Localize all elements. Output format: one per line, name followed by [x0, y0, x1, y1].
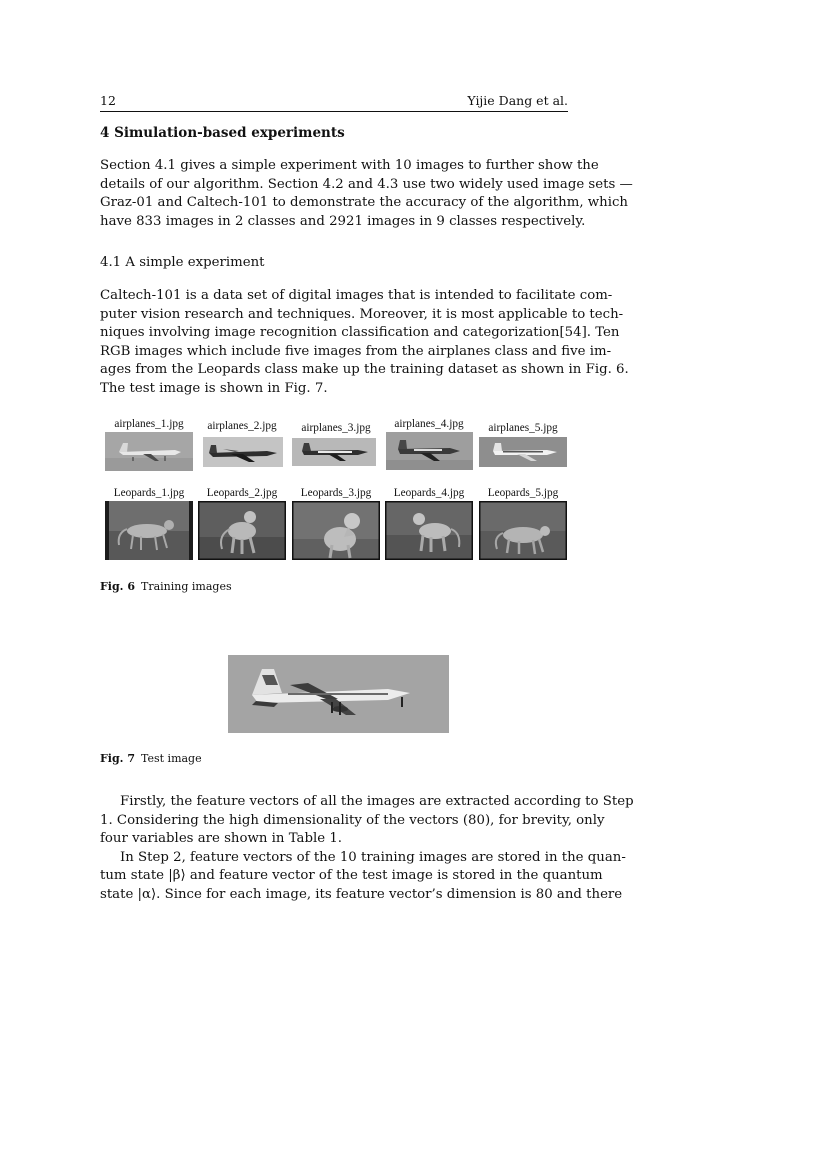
- body-paragraph: [100, 793, 634, 905]
- leopard-image: [198, 501, 286, 560]
- page-number: 12: [100, 93, 116, 108]
- paragraph-line: four variables are shown in Table 1.: [100, 831, 343, 847]
- figure-7-caption: [100, 752, 202, 765]
- airplane-image: [386, 432, 473, 470]
- image-label: Leopards_4.jpg: [393, 487, 465, 499]
- paragraph-line: Firstly, the feature vectors of all the images are extracted according to Step: [120, 794, 634, 809]
- paragraph-line: have 833 images in 2 classes and 2921 images in 9 classes respectively.: [100, 213, 586, 229]
- leopard-image: [292, 501, 380, 560]
- image-label: Leopards_1.jpg: [113, 487, 185, 499]
- airplane-image: [203, 437, 283, 467]
- header-rule: [100, 111, 568, 112]
- figure-6-caption: [100, 580, 232, 593]
- intro-paragraph: [100, 157, 633, 231]
- image-label: Leopards_5.jpg: [487, 487, 559, 499]
- running-authors: Yijie Dang et al.: [467, 93, 568, 108]
- image-label: Leopards_2.jpg: [206, 487, 278, 499]
- image-label: airplanes_5.jpg: [488, 422, 558, 434]
- subsection-title: 4.1 A simple experiment: [100, 255, 265, 270]
- section-title: 4 Simulation-based experiments: [100, 125, 345, 141]
- leopard-image: [479, 501, 567, 560]
- paragraph-line: RGB images which include five images from the airplanes class and five im-: [100, 343, 612, 359]
- image-label: airplanes_3.jpg: [301, 422, 371, 434]
- airplane-image: [479, 437, 567, 467]
- paragraph-line: details of our algorithm. Section 4.2 and 4.3 use two widely used image sets —: [100, 176, 633, 192]
- image-label: airplanes_1.jpg: [114, 418, 184, 430]
- paragraph-line: 1. Considering the high dimensionality of the vectors (80), for brevity, only: [100, 812, 605, 828]
- leopard-image: [385, 501, 473, 560]
- paragraph-line: In Step 2, feature vectors of the 10 training images are stored in the quan-: [120, 849, 626, 865]
- paragraph-line: state |α⟩. Since for each image, its feature vector’s dimension is 80 and there: [100, 886, 623, 902]
- running-header: [100, 93, 568, 111]
- leopard-image: [105, 501, 193, 560]
- test-airplane-image: [228, 655, 449, 733]
- paragraph-line: Graz-01 and Caltech-101 to demonstrate the accuracy of the algorithm, which: [100, 195, 628, 211]
- paragraph-line: tum state |β⟩ and feature vector of the test image is stored in the quantum: [100, 868, 603, 884]
- paragraph-line: Section 4.1 gives a simple experiment with 10 images to further show the: [100, 158, 599, 173]
- caltech-paragraph: [100, 287, 629, 399]
- caption-label: Fig. 6: [100, 580, 135, 593]
- caption-label: Fig. 7: [100, 752, 135, 765]
- image-label: airplanes_4.jpg: [394, 418, 464, 430]
- image-label: Leopards_3.jpg: [300, 487, 372, 499]
- airplane-image: [105, 432, 193, 471]
- caption-text: Test image: [141, 752, 202, 765]
- paragraph-line: ages from the Leopards class make up the training dataset as shown in Fig. 6.: [100, 362, 629, 378]
- paragraph-line: puter vision research and techniques. Moreover, it is most applicable to tech-: [100, 306, 624, 322]
- caption-text: Training images: [141, 580, 232, 593]
- paragraph-line: niques involving image recognition classification and categorization[54]. Ten: [100, 325, 620, 341]
- airplane-image: [292, 438, 376, 466]
- image-label: airplanes_2.jpg: [207, 420, 277, 432]
- paragraph-line: The test image is shown in Fig. 7.: [100, 380, 328, 396]
- paragraph-line: Caltech-101 is a data set of digital images that is intended to facilitate com-: [100, 288, 613, 303]
